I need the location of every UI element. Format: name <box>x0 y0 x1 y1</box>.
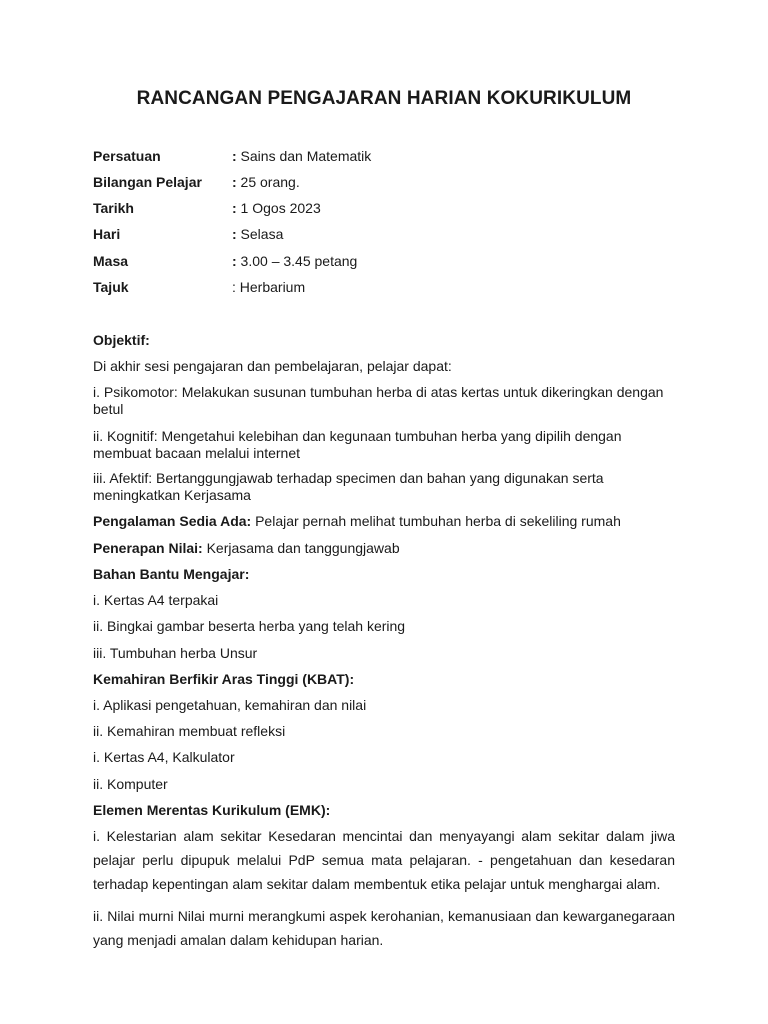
objektif-item: i. Psikomotor: Melakukan susunan tumbuhan herba di atas kertas untuk dikeringkan dengan betul <box>93 384 664 417</box>
info-label: Tarikh <box>93 200 134 216</box>
bahan-item: i. Kertas A4 terpakai <box>93 592 219 608</box>
info-label: Bilangan Pelajar <box>93 174 202 190</box>
emk-item: i. Kelestarian alam sekitar Kesedaran mencintai dan menyayangi alam sekitar dalam jiwa pelajar perlu dipupuk melalui PdP semua mata pelajaran. - pengetahuan dan kesedaran terhadap kepentingan alam sekitar dalam membentuk etika pelajar untuk menghargai alam. <box>93 828 675 892</box>
objektif-item: ii. Kognitif: Mengetahui kelebihan dan kegunaan tumbuhan herba yang dipilih dengan membuat bacaan melalui internet <box>93 428 622 461</box>
info-label: Tajuk <box>93 279 129 295</box>
kbat-item: ii. Komputer <box>93 776 168 792</box>
objektif-intro: Di akhir sesi pengajaran dan pembelajaran, pelajar dapat: <box>93 358 452 374</box>
kbat-item: i. Aplikasi pengetahuan, kemahiran dan nilai <box>93 697 367 713</box>
objektif-item: iii. Afektif: Bertanggungjawab terhadap specimen dan bahan yang digunakan serta meningkatkan Kerjasama <box>93 470 604 503</box>
kbat-heading: Kemahiran Berfikir Aras Tinggi (KBAT): <box>93 671 355 687</box>
info-value: 3.00 – 3.45 petang <box>236 253 358 269</box>
info-label: Persatuan <box>93 148 161 164</box>
info-value: : Herbarium <box>232 279 306 295</box>
document-title: RANCANGAN PENGAJARAN HARIAN KOKURIKULUM <box>136 88 632 109</box>
penerapan-nilai <box>93 540 675 557</box>
info-label: Masa <box>93 253 129 269</box>
bahan-item: iii. Tumbuhan herba Unsur <box>93 645 258 661</box>
bahan-heading: Bahan Bantu Mengajar: <box>93 566 250 582</box>
emk-heading: Elemen Merentas Kurikulum (EMK): <box>93 802 331 818</box>
info-colon: : <box>232 253 237 269</box>
pengalaman-text: Pelajar pernah melihat tumbuhan herba di sekeliling rumah <box>251 513 621 529</box>
penerapan-text: Kerjasama dan tanggungjawab <box>202 540 400 556</box>
pengalaman-label: Pengalaman Sedia Ada: <box>93 513 252 529</box>
info-colon: : <box>232 200 237 216</box>
info-value: 25 orang. <box>236 174 300 190</box>
info-colon: : <box>232 174 237 190</box>
kbat-item: ii. Kemahiran membuat refleksi <box>93 723 286 739</box>
info-value: Selasa <box>236 226 284 242</box>
info-colon: : <box>232 226 237 242</box>
emk-item: ii. Nilai murni Nilai murni merangkumi aspek kerohanian, kemanusiaan dan kewarganegaraan yang menjadi amalan dalam kehidupan harian. <box>93 908 675 948</box>
bahan-item: ii. Bingkai gambar beserta herba yang telah kering <box>93 618 406 634</box>
objektif-heading: Objektif: <box>93 332 150 348</box>
info-label: Hari <box>93 226 121 242</box>
pengalaman-sedia-ada <box>93 513 675 530</box>
info-value: 1 Ogos 2023 <box>236 200 321 216</box>
info-value: Sains dan Matematik <box>236 148 372 164</box>
penerapan-label: Penerapan Nilai: <box>93 540 203 556</box>
kbat-item: i. Kertas A4, Kalkulator <box>93 749 235 765</box>
info-colon: : <box>232 148 237 164</box>
